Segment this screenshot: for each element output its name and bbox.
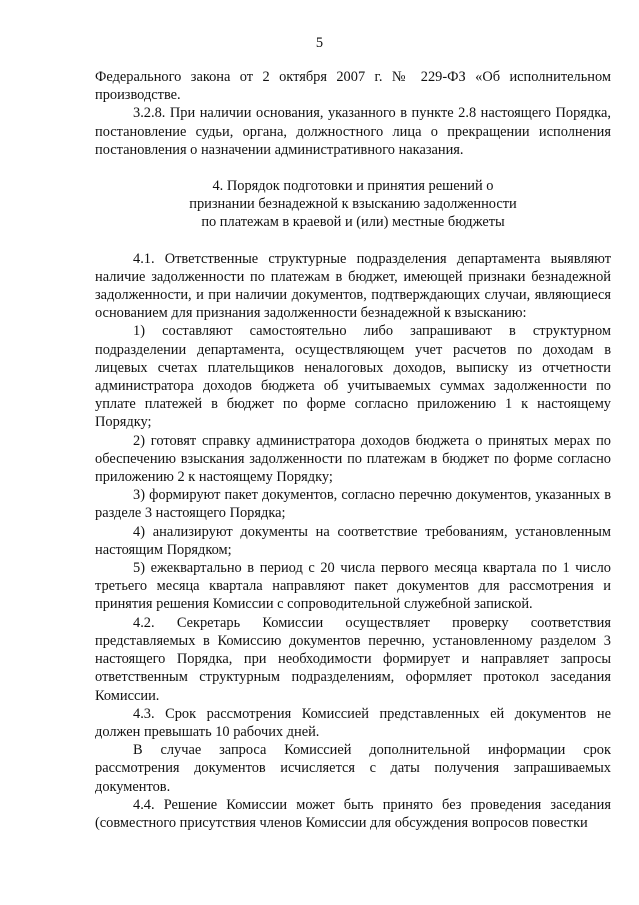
paragraph-p-4-1-2: 2) готовят справку администратора доходов бюджета о принятых мерах по обеспечению взыскания задолженности по платежам в бюджет по форме согласно приложению 2 к настоящему Порядку; [95,432,611,486]
paragraph-p-4-2: 4.2. Секретарь Комиссии осуществляет проверку соответствия представляемых в Комиссию документов перечню, установленному разделом 3 настоящего Порядка, при необходимости формирует и направляет запросы ответственным структурным подразделениям, оформляет протокол заседания Комиссии. [95,614,611,704]
paragraph-p-law-ref: Федерального закона от 2 октября 2007 г. № 229-ФЗ «Об исполнительном производстве. [95,69,611,104]
document-body [95,68,611,832]
paragraph-p-4-3-b: В случае запроса Комиссией дополнительной информации срок рассмотрения документов исчисляется с даты получения запрашиваемых документов. [95,742,611,795]
section-heading-line: по платежам в краевой и (или) местные бюджеты [201,214,505,231]
paragraph-p-4-1-1: 1) составляют самостоятельно либо запрашивают в структурном подразделении департамента, осуществляющем учет расчетов по доходам в лицевых счетах плательщиков неналоговых доходов, выписку из отчетности администратора доходов бюджета об учитываемых суммах задолженности по уплате платежей в бюджет по форме согласно приложению 1 к настоящему Порядку; [95,323,611,431]
section-heading [95,159,611,250]
page-number: 5 [315,35,324,51]
section-heading-line: 4. Порядок подготовки и принятия решений о [212,178,494,195]
paragraph-p-4-1-5: 5) ежеквартально в период с 20 числа первого месяца квартала по 1 число третьего месяца квартала направляют пакет документов для рассмотрения и принятия решения Комиссии с сопроводительной служебной запиской. [95,560,611,613]
section-paragraphs [95,250,611,833]
paragraph-p-4-1-4: 4) анализируют документы на соответствие требованиям, установленным настоящим Порядком; [95,523,611,558]
intro-paragraphs [95,68,611,159]
paragraph-p-3-2-8: 3.2.8. При наличии основания, указанного в пункте 2.8 настоящего Порядка, постановление судьи, органа, должностного лица о прекращении исполнения постановления о назначении административного наказания. [95,105,611,158]
section-heading-text [95,177,611,232]
paragraph-p-4-1: 4.1. Ответственные структурные подразделения департамента выявляют наличие задолженности по платежам в бюджет, имеющей признаки безнадежной задолженности, и при наличии документов, подтверждающих случаи, являющиеся основанием для признания задолженности безнадежной к взысканию: [95,250,611,322]
paragraph-p-4-1-3: 3) формируют пакет документов, согласно перечню документов, указанных в разделе 3 настоящего Порядка; [95,487,611,522]
paragraph-p-4-4: 4.4. Решение Комиссии может быть принято без проведения заседания (совместного присутствия членов Комиссии для обсуждения вопросов повестки [95,796,611,831]
section-heading-line: признании безнадежной к взысканию задолженности [189,196,517,213]
paragraph-p-4-3: 4.3. Срок рассмотрения Комиссией представленных ей документов не должен превышать 10 рабочих дней. [95,705,611,740]
